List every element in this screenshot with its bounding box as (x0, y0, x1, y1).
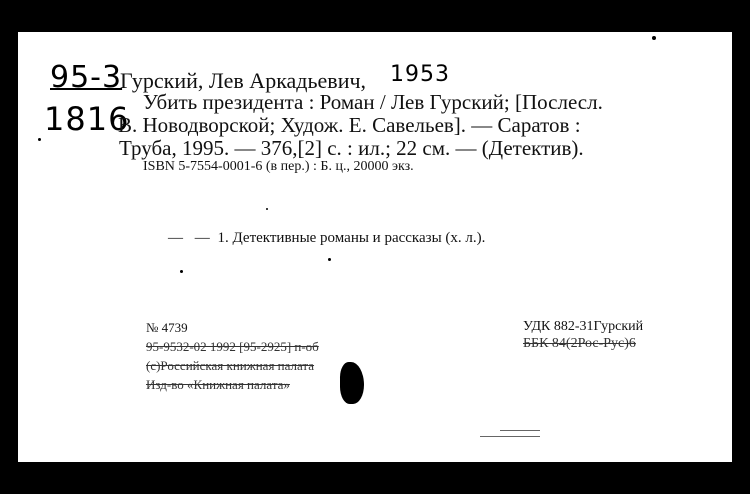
subject-text: 1. Детективные романы и рассказы (х. л.). (217, 230, 486, 246)
catalog-card (18, 32, 732, 462)
classification (523, 318, 643, 352)
handwritten-number: 1816 (44, 100, 130, 138)
author-line: Гурский, Лев Аркадьевич, (120, 68, 367, 93)
scan-border-bottom (0, 462, 750, 494)
ink-blot (340, 362, 364, 404)
ink-speck (266, 208, 268, 210)
subject-heading (168, 230, 485, 247)
handwritten-year: 1953 (390, 62, 450, 87)
imprint-line: Труба, 1995. — 376,[2] с. : ил.; 22 см. — (Детектив). (119, 136, 584, 160)
ink-speck (180, 270, 183, 273)
credits-line: В. Новодворской; Худож. Е. Савельев]. — Саратов : (118, 113, 581, 137)
ink-speck (328, 258, 331, 261)
bbk-code: ББК 84(2Рос-Рус)6 (523, 336, 636, 351)
isbn-line: ISBN 5-7554-0001-6 (в пер.) : Б. ц., 20000 экз. (143, 159, 414, 174)
udk-code: УДК 882-31Гурский (523, 319, 644, 334)
title-line: Убить президента : Роман / Лев Гурский; [Послесл. (143, 90, 603, 114)
handwritten-code: 95-3 (50, 60, 123, 95)
scan-mark (480, 436, 540, 437)
record-number: № 4739 (146, 320, 188, 335)
footer-smudged-1: 95-9532-02 1992 [95-2925] п-об (146, 339, 319, 354)
ink-speck (38, 138, 41, 141)
scan-border-left (0, 0, 18, 494)
footer-record (146, 318, 319, 394)
scan-mark (500, 430, 540, 431)
footer-smudged-2: (с)Российская книжная палата (146, 358, 315, 373)
ink-speck (652, 36, 656, 40)
footer-smudged-3: Изд-во «Книжная палата» (146, 377, 290, 392)
subject-dashes: — — (168, 230, 214, 246)
